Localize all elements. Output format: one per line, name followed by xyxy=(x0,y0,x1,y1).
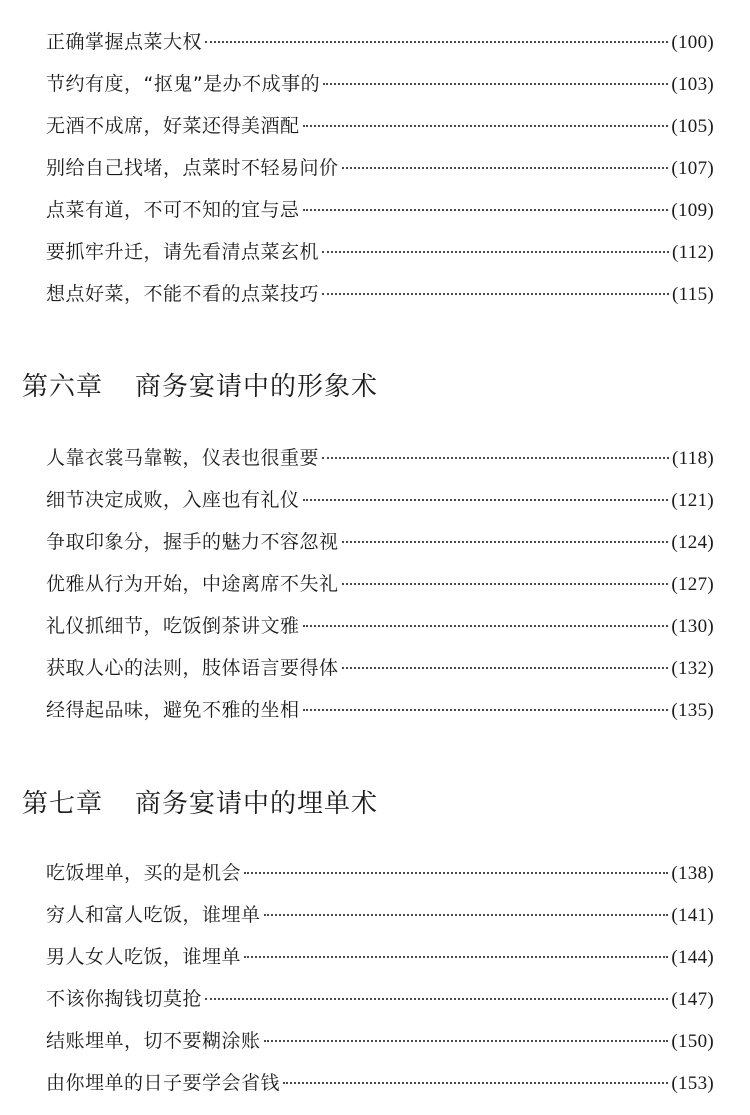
toc-entry[interactable] xyxy=(46,443,714,473)
dot-leader xyxy=(303,209,669,211)
dot-leader xyxy=(322,293,669,295)
dot-leader xyxy=(244,956,668,958)
entry-page-number: (105) xyxy=(671,116,714,137)
toc-entry[interactable] xyxy=(46,69,714,99)
dot-leader xyxy=(244,872,668,874)
entry-page-number: (109) xyxy=(671,200,714,221)
entry-page-number: (138) xyxy=(671,863,714,884)
dot-leader xyxy=(342,667,669,669)
toc-entry[interactable] xyxy=(46,984,714,1014)
toc-entry[interactable] xyxy=(46,569,714,599)
toc-entry[interactable] xyxy=(46,653,714,683)
dot-leader xyxy=(303,625,669,627)
toc-entry[interactable] xyxy=(46,1026,714,1056)
entry-page-number: (147) xyxy=(671,989,714,1010)
dot-leader xyxy=(322,251,669,253)
toc-entry[interactable] xyxy=(46,900,714,930)
entry-title: 节约有度，“抠鬼”是办不成事的 xyxy=(46,73,321,95)
entry-title: 点菜有道，不可不知的宜与忌 xyxy=(46,199,300,221)
toc-entry[interactable] xyxy=(46,111,714,141)
toc-entry[interactable] xyxy=(46,279,714,309)
entry-title: 男人女人吃饭，谁埋单 xyxy=(46,946,242,968)
entry-title: 无酒不成席，好菜还得美酒配 xyxy=(46,115,300,137)
dot-leader xyxy=(342,583,669,585)
dot-leader xyxy=(322,457,669,459)
entry-title: 优雅从行为开始，中途离席不失礼 xyxy=(46,573,339,595)
toc-entry[interactable] xyxy=(46,527,714,557)
dot-leader xyxy=(323,83,668,85)
entry-title: 争取印象分，握手的魅力不容忽视 xyxy=(46,531,339,553)
dot-leader xyxy=(283,1082,668,1084)
chapter-title: 商务宴请中的埋单术 xyxy=(135,789,379,819)
entry-page-number: (141) xyxy=(671,905,714,926)
entry-title: 吃饭埋单，买的是机会 xyxy=(46,862,242,884)
dot-leader xyxy=(342,541,669,543)
toc-entry[interactable] xyxy=(46,485,714,515)
toc-entry[interactable] xyxy=(46,27,714,57)
entry-page-number: (130) xyxy=(671,616,714,637)
entry-title: 别给自己找堵，点菜时不轻易问价 xyxy=(46,157,339,179)
entry-page-number: (107) xyxy=(671,158,714,179)
toc-entry[interactable] xyxy=(46,611,714,641)
dot-leader xyxy=(205,998,668,1000)
dot-leader xyxy=(205,41,668,43)
chapter-number: 第七章 xyxy=(22,789,104,819)
chapter-heading[interactable] xyxy=(22,367,378,407)
entry-page-number: (150) xyxy=(671,1031,714,1052)
entry-page-number: (103) xyxy=(671,74,714,95)
entry-title: 获取人心的法则，肢体语言要得体 xyxy=(46,657,339,679)
entry-title: 不该你掏钱切莫抢 xyxy=(46,988,203,1010)
entry-title: 要抓牢升迁，请先看清点菜玄机 xyxy=(46,241,320,263)
entry-title: 正确掌握点菜大权 xyxy=(46,31,203,53)
chapter-heading[interactable] xyxy=(22,784,378,824)
toc-entry[interactable] xyxy=(46,942,714,972)
chapter-title: 商务宴请中的形象术 xyxy=(135,372,379,402)
dot-leader xyxy=(303,709,669,711)
toc-entry[interactable] xyxy=(46,1068,714,1098)
entry-title: 穷人和富人吃饭，谁埋单 xyxy=(46,904,261,926)
entry-page-number: (144) xyxy=(671,947,714,968)
entry-page-number: (121) xyxy=(671,490,714,511)
entry-page-number: (124) xyxy=(671,532,714,553)
dot-leader xyxy=(342,167,669,169)
dot-leader xyxy=(264,914,669,916)
toc-entry[interactable] xyxy=(46,237,714,267)
toc-entry[interactable] xyxy=(46,858,714,888)
entry-title: 细节决定成败，入座也有礼仪 xyxy=(46,489,300,511)
dot-leader xyxy=(303,125,669,127)
dot-leader xyxy=(264,1040,669,1042)
chapter-number: 第六章 xyxy=(22,372,104,402)
toc-entry[interactable] xyxy=(46,695,714,725)
toc-entry[interactable] xyxy=(46,153,714,183)
entry-page-number: (153) xyxy=(671,1073,714,1094)
entry-title: 经得起品味，避免不雅的坐相 xyxy=(46,699,300,721)
toc-entry[interactable] xyxy=(46,195,714,225)
entry-page-number: (112) xyxy=(672,242,714,263)
entry-page-number: (115) xyxy=(672,284,714,305)
entry-page-number: (118) xyxy=(672,448,714,469)
entry-title: 结账埋单，切不要糊涂账 xyxy=(46,1030,261,1052)
entry-title: 由你埋单的日子要学会省钱 xyxy=(46,1072,281,1094)
entry-title: 礼仪抓细节，吃饭倒茶讲文雅 xyxy=(46,615,300,637)
dot-leader xyxy=(303,499,669,501)
entry-page-number: (100) xyxy=(671,32,714,53)
entry-page-number: (135) xyxy=(671,700,714,721)
entry-page-number: (127) xyxy=(671,574,714,595)
entry-page-number: (132) xyxy=(671,658,714,679)
entry-title: 想点好菜，不能不看的点菜技巧 xyxy=(46,283,320,305)
entry-title: 人靠衣裳马靠鞍，仪表也很重要 xyxy=(46,447,320,469)
